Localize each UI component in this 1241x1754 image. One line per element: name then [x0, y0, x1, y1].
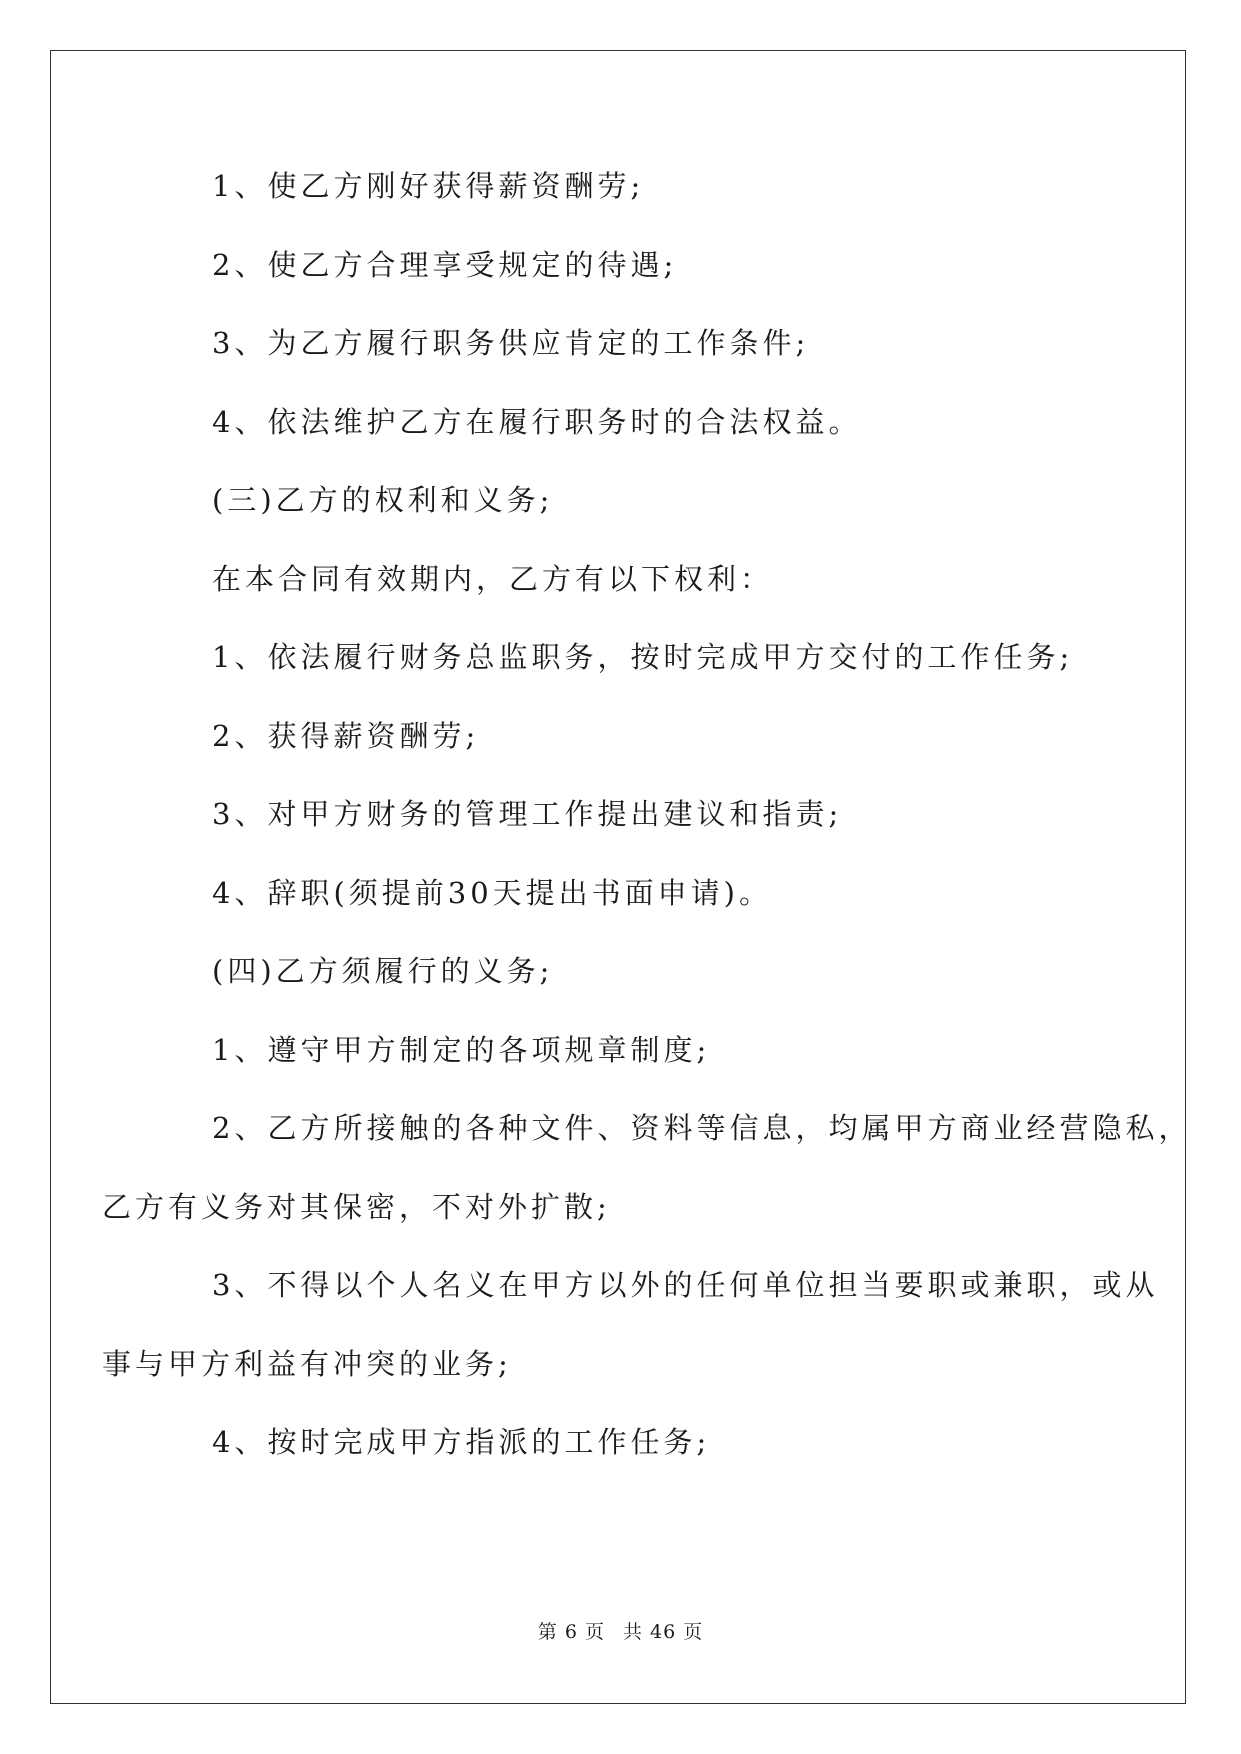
paragraph: 4、辞职(须提前30天提出书面申请)。 [212, 875, 772, 910]
paragraph: 1、遵守甲方制定的各项规章制度; [212, 1032, 711, 1067]
page-number: 第 6 页 [537, 1621, 605, 1643]
paragraph: 3、为乙方履行职务供应肯定的工作条件; [212, 326, 810, 360]
document-body [102, 168, 1192, 1503]
paragraph-line: 事与甲方利益有冲突的业务; [102, 1346, 512, 1381]
paragraph [102, 1267, 1159, 1424]
paragraph: 2、使乙方合理享受规定的待遇; [212, 247, 678, 282]
paragraph [102, 1110, 1192, 1267]
section-heading: (四)乙方须履行的义务; [212, 954, 554, 988]
paragraph: 1、依法履行财务总监职务，按时完成甲方交付的工作任务; [212, 640, 1074, 674]
paragraph: 4、依法维护乙方在履行职务时的合法权益。 [212, 404, 862, 439]
page-total: 共 46 页 [622, 1621, 704, 1643]
paragraph-line: 乙方有义务对其保密，不对外扩散; [102, 1189, 611, 1224]
paragraph: 2、获得薪资酬劳; [212, 718, 480, 753]
paragraph-line: 2、乙方所接触的各种文件、资料等信息，均属甲方商业经营隐私， [212, 1111, 1192, 1145]
paragraph-line: 3、不得以个人名义在甲方以外的任何单位担当要职或兼职，或从 [212, 1268, 1159, 1302]
paragraph: 在本合同有效期内，乙方有以下权利： [212, 561, 774, 596]
paragraph: 3、对甲方财务的管理工作提出建议和指责; [212, 797, 843, 831]
paragraph: 4、按时完成甲方指派的工作任务; [212, 1425, 711, 1459]
page-footer [0, 1617, 1241, 1644]
section-heading: (三)乙方的权利和义务; [212, 483, 554, 517]
paragraph: 1、使乙方刚好获得薪资酬劳; [212, 169, 645, 203]
